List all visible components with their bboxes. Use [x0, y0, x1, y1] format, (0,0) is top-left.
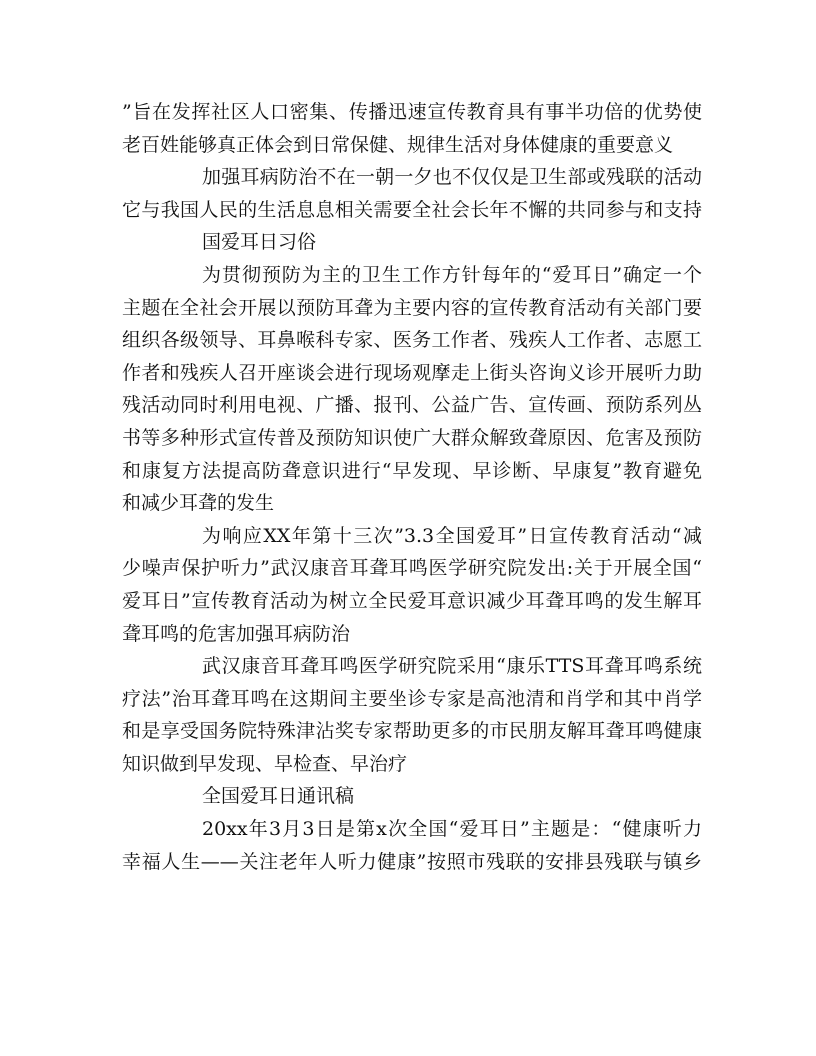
text-line: 作者和残疾人召开座谈会进行现场观摩走上街头咨询义诊开展听力助 [122, 361, 702, 384]
text-line: ”旨在发挥社区人口密集、传播迅速宣传教育具有事半功倍的优势使 [122, 101, 702, 123]
text-line: 和减少耳聋的发生 [122, 492, 275, 515]
text-line: 组织各级领导、耳鼻喉科专家、医务工作者、残疾人工作者、志愿工 [122, 329, 702, 352]
text-line: 为贯彻预防为主的卫生工作方针每年的“爱耳日”确定一个 [202, 263, 702, 286]
text-line: 和康复方法提高防聋意识进行“早发现、早诊断、早康复”教育避免 [122, 459, 702, 482]
text-line: 疗法”治耳聋耳鸣在这期间主要坐诊专家是高池清和肖学和其中肖学 [122, 687, 702, 710]
text-line: 书等多种形式宣传普及预防知识使广大群众解致聋原因、危害及预防 [122, 426, 702, 449]
text-line: 爱耳日”宣传教育活动为树立全民爱耳意识减少耳聋耳鸣的发生解耳 [122, 589, 702, 612]
text-line: 它与我国人民的生活息息相关需要全社会长年不懈的共同参与和支持 [122, 198, 702, 221]
text-line: 少噪声保护听力”武汉康音耳聋耳鸣医学研究院发出:关于开展全国“ [122, 557, 702, 580]
document-body [122, 96, 702, 878]
section-heading: 国爱耳日习俗 [202, 231, 317, 254]
text-line: 老百姓能够真正体会到日常保健、规律生活对身体健康的重要意义 [122, 133, 674, 156]
section-heading: 全国爱耳日通讯稿 [202, 785, 355, 808]
text-line: 武汉康音耳聋耳鸣医学研究院采用“康乐TTS耳聋耳鸣系统 [202, 655, 702, 678]
text-line: 残活动同时利用电视、广播、报刊、公益广告、宣传画、预防系列丛 [122, 394, 702, 417]
text-line: 为响应XX年第十三次”3.3全国爱耳”日宣传教育活动“减 [202, 524, 702, 547]
text-line: 聋耳鸣的危害加强耳病防治 [122, 622, 351, 645]
text-line: 加强耳病防治不在一朝一夕也不仅仅是卫生部或残联的活动 [202, 166, 702, 189]
text-line: 主题在全社会开展以预防耳聋为主要内容的宣传教育活动有关部门要 [122, 296, 702, 319]
text-line: 知识做到早发现、早检查、早治疗 [122, 752, 408, 775]
text-line: 和是享受国务院特殊津沾奖专家帮助更多的市民朋友解耳聋耳鸣健康 [122, 720, 702, 743]
text-line: 幸福人生——关注老年人听力健康”按照市残联的安排县残联与镇乡 [122, 850, 702, 873]
text-line: 20xx年3月3日是第x次全国“爱耳日”主题是：“健康听力 [202, 818, 702, 841]
